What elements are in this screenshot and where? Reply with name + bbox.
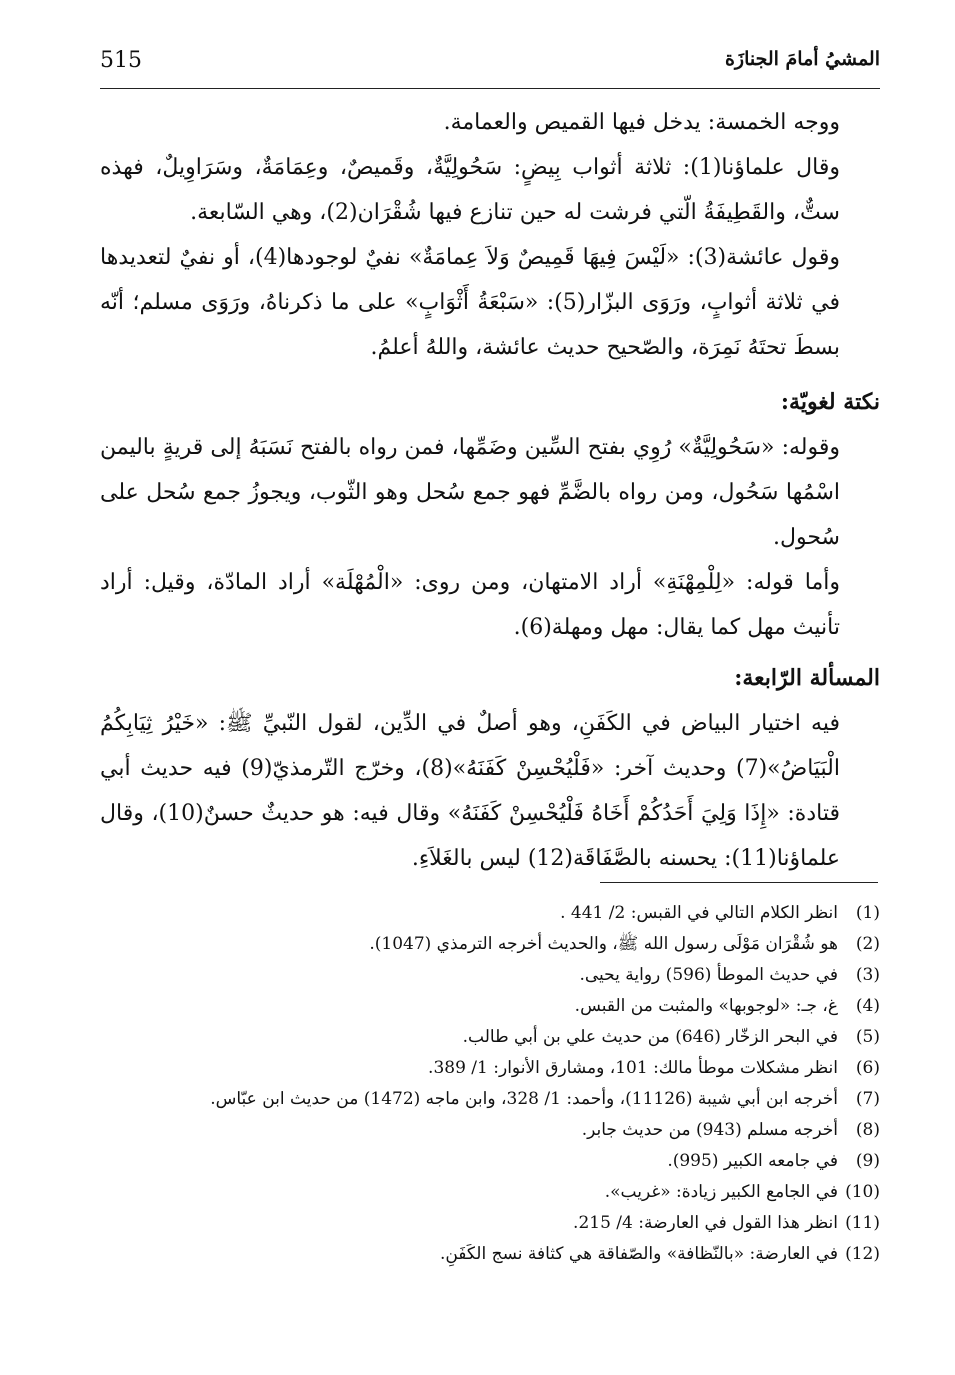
footnote (100, 1208, 880, 1239)
footnote-text: غ، جـ: «لوجوبها» والمثبت من القبس. (574, 996, 838, 1016)
paragraph: وقال علماؤنا(1): ثلاثة أثواب بِيضٍ: سَحُولِيَّةٌ، وقَميصٌ، وعِمَامَةٌ، وسَرَاوِيلٌ، فهذه ستٌّ، والقَطِيفَةُ الّتي فرشت له حين تنازع فيها شُقْرَان(2)، وهي السّابعة. (100, 155, 840, 225)
footnote-number: (11) (845, 1213, 880, 1233)
footnote-text: في العارضة: «بالنّظافة» والصّفاقة هي كثافة نسج الكَفَنِ. (439, 1244, 838, 1264)
footnote-number: (1) (855, 903, 880, 923)
footnote-number: (2) (855, 934, 880, 954)
footnote (100, 1084, 880, 1115)
footnote (100, 929, 880, 960)
footnote (100, 991, 880, 1022)
footnote-number: (9) (855, 1151, 880, 1171)
footnote-number: (4) (855, 996, 880, 1016)
footnote-text: في البحر الزخّار (646) من حديث علي بن أبي طالب. (462, 1027, 838, 1047)
paragraph: وقول عائشة(3): «لَيْسَ فِيهَا قَمِيصٌ وَلاَ عِمامَةٌ» نفيٌ لوجودها(4)، أو نفيٌ لتعديدها في ثلاثة أثوابٍ، ورَوَى البزّار(5): «سَبْعَةُ أَثْوَابٍ» على ما ذكرناهُ، ورَوَى مسلم؛ أنّه بسطَ تحتَهُ نَمِرَة، والصّحيح حديث عائشة، واللهُ أعلمُ. (100, 245, 840, 360)
footnote-text: في جامعه الكبير (995). (667, 1151, 838, 1171)
footnote-text: انظر مشكلات موطأ مالك: 101، ومشارق الأنوار: 1/ 389. (428, 1058, 838, 1078)
footnote-text: انظر هذا القول في العارضة: 4/ 215. (573, 1213, 838, 1233)
footnote-number: (7) (855, 1089, 880, 1109)
footnote-number: (8) (855, 1120, 880, 1140)
footnote-text: أخرجه ابن أبي شيبة (11126)، وأحمد: 1/ 328، وابن ماجه (1472) من حديث ابن عبّاس. (210, 1089, 838, 1109)
footnote (100, 898, 880, 929)
page-number: 515 (100, 48, 142, 73)
paragraph: وأما قوله: «لِلْمِهْنَةِ» أراد الامتهان، ومن روى: «الْمُهْلَة» أراد المادّة، وقيل: أراد تأنيث مهل كما يقال: مهل ومهلة(6). (100, 570, 840, 640)
footnote-number: (12) (845, 1244, 880, 1264)
paragraph: فيه اختيار البياض في الكَفَنِ، وهو أصلٌ في الدِّين، لقول النّبيِّ ﷺ: «خَيْرُ ثِيَابِكُمُ الْبَيَاضُ»(7) وحديث آخر: «فَلْيُحْسِنْ كَفَنَهُ»(8)، وخرّج التّرمذيّ(9) فيه حديث أبي قتادة: «إِذَا وَلِيَ أَحَدُكُمْ أَخَاهُ فَلْيُحْسِنْ كَفَنَهُ» وقال فيه: هو حديثٌ حسنٌ(10)، وقال علماؤنا(11): يحسنه بالصَّفَاقَة(12) ليس بالغَلاَءِ. (100, 711, 840, 871)
footnote-text: هو شُقْرَان مَوْلَى رسول الله ﷺ، والحديث أخرجه الترمذي (1047). (369, 934, 838, 954)
footnote-number: (5) (855, 1027, 880, 1047)
section-heading: المسألة الرّابعة: (734, 665, 880, 691)
footnote (100, 1115, 880, 1146)
footnote-number: (3) (855, 965, 880, 985)
footnote-text: انظر الكلام التالي في القبس: 2/ 441 . (560, 903, 838, 923)
footnote (100, 1239, 880, 1270)
paragraph: ووجه الخمسة: يدخل فيها القميص والعمامة. (443, 110, 840, 135)
page-header (100, 38, 880, 89)
footnotes (100, 898, 880, 1270)
footnote (100, 1022, 880, 1053)
running-title: المشيُ أمامَ الجنازَة (724, 48, 880, 70)
footnote (100, 1053, 880, 1084)
footnote-number: (6) (855, 1058, 880, 1078)
footnote (100, 1146, 880, 1177)
footnote (100, 960, 880, 991)
footnote-number: (10) (845, 1182, 880, 1202)
footnote-separator (600, 882, 878, 883)
main-text (100, 100, 880, 881)
footnote-text: أخرجه مسلم (943) من حديث جابر. (581, 1120, 838, 1140)
footnote-text: في حديث الموطأ (596) رواية يحيى. (579, 965, 838, 985)
footnote-text: في الجامع الكبير زيادة: «غريب». (604, 1182, 838, 1202)
paragraph: وقوله: «سَحُولِيَّةٌ» رُوِي بفتح السِّين وضَمِّها، فمن رواه بالفتح نَسَبَهُ إلى قريةٍ باليمن اسْمُها سَحُول، ومن رواه بالضَّمِّ فهو جمع سُحل وهو الثّوب، ويجوزُ جمع سُحل على سُحول. (100, 435, 840, 550)
section-heading: نكتة لغويّة: (780, 389, 880, 415)
footnote (100, 1177, 880, 1208)
